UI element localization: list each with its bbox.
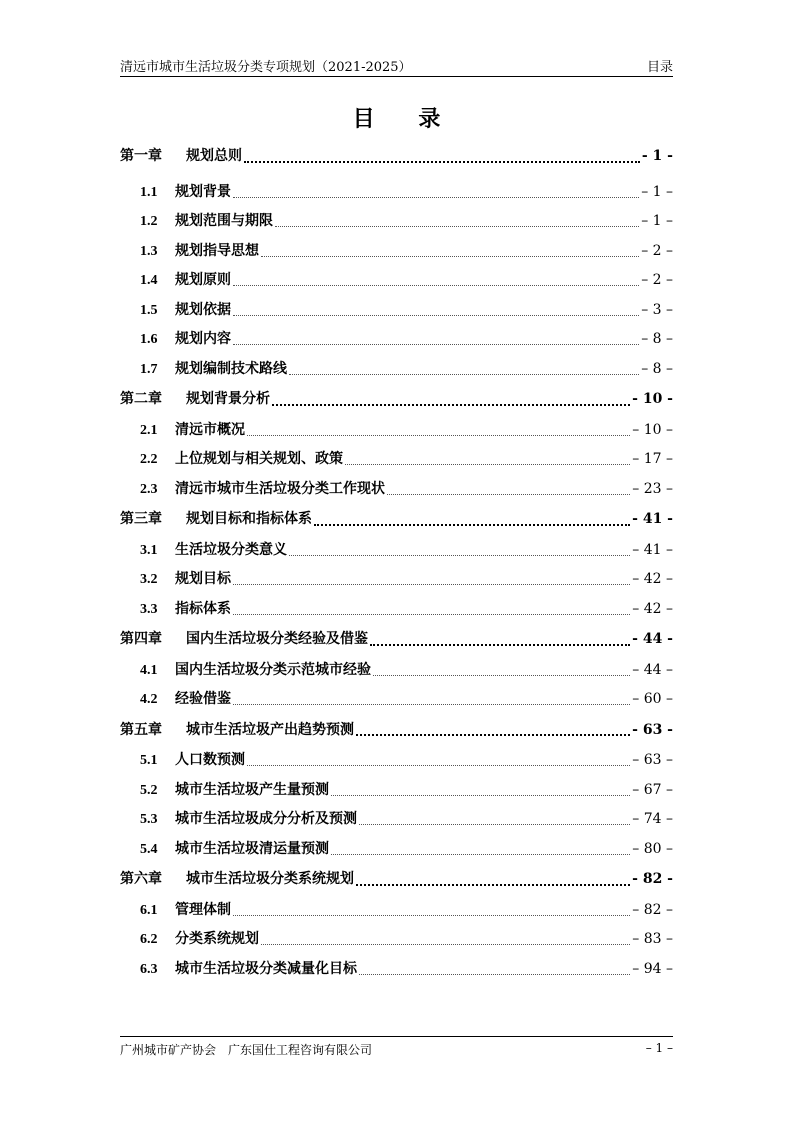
toc-entry-page: - 63 - (632, 721, 673, 738)
toc-entry-page: – 83 – (632, 931, 673, 947)
toc-entry-page: – 44 – (632, 661, 673, 678)
toc-entry-page: – 2 – (641, 242, 673, 259)
toc-entry-label: 规划目标和指标体系 (186, 511, 312, 527)
toc-chapter-entry[interactable] (120, 715, 673, 747)
page-header (120, 54, 673, 77)
toc-section-entry[interactable] (120, 416, 673, 446)
toc-entry-page: - 82 - (632, 871, 673, 887)
toc-leader-dots (244, 161, 640, 163)
page-footer (120, 1036, 673, 1057)
toc-entry-number: 第六章 (120, 871, 162, 887)
toc-entry-label: 规划背景 (175, 183, 231, 200)
toc-section-entry[interactable] (120, 207, 673, 237)
toc-entry-number: 第一章 (120, 148, 162, 164)
toc-leader-dots (247, 435, 630, 436)
toc-entry-number: 1.3 (140, 243, 158, 259)
toc-entry-number: 第三章 (120, 511, 162, 527)
toc-section-entry[interactable] (120, 835, 673, 865)
toc-section-entry[interactable] (120, 805, 673, 835)
toc-entry-page: – 63 – (632, 752, 673, 768)
toc-entry-label: 规划编制技术路线 (175, 360, 287, 377)
toc-entry-number: 2.3 (140, 481, 158, 497)
toc-entry-number: 3.1 (140, 542, 158, 558)
toc-section-entry[interactable] (120, 445, 673, 475)
toc-leader-dots (314, 524, 630, 526)
toc-leader-dots (233, 197, 639, 198)
toc-section-entry[interactable] (120, 925, 673, 955)
toc-entry-number: 第二章 (120, 391, 162, 407)
toc-chapter-entry[interactable] (120, 384, 673, 416)
toc-entry-number: 第四章 (120, 631, 162, 647)
toc-entry-page: – 42 – (632, 571, 673, 587)
toc-entry-label: 规划依据 (175, 301, 231, 318)
toc-section-entry[interactable] (120, 746, 673, 776)
toc-entry-number: 5.4 (140, 841, 158, 857)
toc-entry-label: 指标体系 (175, 600, 231, 617)
toc-leader-dots (233, 584, 630, 585)
toc-entry-number: 3.2 (140, 572, 158, 587)
toc-leader-dots (261, 256, 639, 257)
header-title: 清远市城市生活垃圾分类专项规划（2021-2025） (120, 60, 412, 75)
toc-entry-label: 城市生活垃圾成分分析及预测 (175, 811, 357, 827)
toc-entry-number: 1.2 (140, 214, 158, 229)
toc-entry-number: 1.5 (140, 302, 158, 318)
toc-entry-number: 2.1 (140, 422, 158, 438)
toc-chapter-entry[interactable] (120, 624, 673, 656)
toc-section-entry[interactable] (120, 595, 673, 625)
toc-leader-dots (233, 344, 639, 345)
toc-entry-label: 规划背景分析 (186, 391, 270, 407)
toc-entry-label: 人口数预测 (175, 752, 245, 768)
toc-entry-label: 规划指导思想 (175, 242, 259, 259)
toc-entry-page: – 42 – (632, 600, 673, 617)
toc-leader-dots (275, 226, 639, 227)
toc-entry-page: – 41 – (632, 541, 673, 558)
toc-entry-number: 1.6 (140, 332, 158, 347)
toc-chapter-entry[interactable] (120, 864, 673, 896)
toc-section-entry[interactable] (120, 955, 673, 985)
toc-entry-label: 规划总则 (186, 148, 242, 164)
toc-leader-dots (356, 884, 630, 886)
toc-section-entry[interactable] (120, 475, 673, 505)
toc-leader-dots (359, 974, 630, 975)
toc-entry-number: 第五章 (120, 721, 162, 738)
toc-entry-page: – 80 – (632, 840, 673, 857)
toc-entry-label: 规划内容 (175, 331, 231, 347)
toc-entry-page: – 17 – (632, 451, 673, 467)
toc-entry-page: - 10 - (632, 391, 673, 407)
toc-leader-dots (289, 555, 630, 556)
toc-section-entry[interactable] (120, 237, 673, 267)
toc-entry-page: – 60 – (632, 691, 673, 707)
toc-entry-page: – 3 – (641, 301, 673, 318)
toc-entry-label: 上位规划与相关规划、政策 (175, 451, 343, 467)
toc-entry-page: - 1 - (641, 148, 673, 164)
toc-leader-dots (289, 374, 639, 375)
toc-leader-dots (331, 795, 630, 796)
toc-leader-dots (359, 824, 630, 825)
toc-entry-number: 6.1 (140, 902, 158, 918)
toc-entry-page: – 8 – (641, 360, 673, 377)
toc-section-entry[interactable] (120, 355, 673, 385)
toc-entry-number: 3.3 (140, 601, 158, 617)
toc-entry-page: – 94 – (632, 960, 673, 977)
toc-entry-label: 规划范围与期限 (175, 213, 273, 229)
toc-section-entry[interactable] (120, 685, 673, 715)
toc-leader-dots (331, 854, 630, 855)
toc-title: 目 录 (352, 106, 459, 132)
toc-entry-number: 4.2 (140, 692, 158, 707)
toc-entry-page: – 1 – (641, 213, 673, 229)
toc-section-entry[interactable] (120, 266, 673, 296)
toc-leader-dots (233, 614, 630, 615)
toc-entry-page: – 8 – (641, 331, 673, 347)
toc-leader-dots (387, 494, 630, 495)
toc-entry-page: - 44 - (632, 631, 673, 647)
toc-entry-number: 4.1 (140, 662, 158, 678)
footer-page-number: – 1 – (645, 1041, 673, 1055)
toc-entry-label: 清远市概况 (175, 421, 245, 438)
toc-section-entry[interactable] (120, 325, 673, 355)
toc-leader-dots (233, 315, 639, 316)
footer-orgs: 广州城市矿产协会 广东国仕工程咨询有限公司 (120, 1043, 373, 1057)
toc-entry-number: 6.3 (140, 961, 158, 977)
toc-entry-number: 5.2 (140, 782, 158, 798)
toc-leader-dots (247, 765, 630, 766)
toc-entry-page: – 1 – (641, 183, 673, 200)
toc-entry-label: 国内生活垃圾分类示范城市经验 (175, 661, 371, 678)
toc-entry-number: 6.2 (140, 932, 158, 947)
toc-leader-dots (345, 464, 630, 465)
toc-entry-label: 管理体制 (175, 901, 231, 918)
toc-leader-dots (261, 944, 630, 945)
toc-entry-page: – 10 – (632, 421, 673, 438)
toc-section-entry[interactable] (120, 896, 673, 926)
toc-entry-page: – 2 – (641, 272, 673, 288)
toc-chapter-entry[interactable] (120, 504, 673, 536)
toc-entry-number: 5.3 (140, 812, 158, 827)
toc-entry-number: 1.4 (140, 273, 158, 288)
toc-entry-label: 清远市城市生活垃圾分类工作现状 (175, 480, 385, 497)
toc-entry-number: 5.1 (140, 753, 158, 768)
toc-entry-page: – 23 – (632, 480, 673, 497)
toc-entry-number: 2.2 (140, 452, 158, 467)
toc-entry-label: 城市生活垃圾分类减量化目标 (175, 960, 357, 977)
toc-entry-label: 国内生活垃圾分类经验及借鉴 (186, 631, 368, 647)
toc-chapter-entry[interactable] (120, 141, 673, 173)
toc-entry-label: 城市生活垃圾清运量预测 (175, 840, 329, 857)
header-section: 目录 (646, 60, 673, 75)
toc-section-entry[interactable] (120, 536, 673, 566)
toc-leader-dots (233, 915, 630, 916)
toc-entry-label: 规划原则 (175, 272, 231, 288)
toc-entry-label: 城市生活垃圾分类系统规划 (186, 871, 354, 887)
toc-entry-label: 生活垃圾分类意义 (175, 541, 287, 558)
toc-entry-number: 1.1 (140, 184, 158, 200)
table-of-contents (120, 141, 673, 984)
toc-entry-page: – 67 – (632, 781, 673, 798)
toc-entry-label: 规划目标 (175, 571, 231, 587)
toc-section-entry[interactable] (120, 656, 673, 686)
toc-section-entry[interactable] (120, 296, 673, 326)
toc-leader-dots (370, 644, 630, 646)
toc-leader-dots (272, 404, 630, 406)
toc-entry-label: 经验借鉴 (175, 691, 231, 707)
toc-leader-dots (233, 704, 630, 705)
toc-entry-label: 城市生活垃圾产出趋势预测 (186, 721, 354, 738)
toc-entry-label: 分类系统规划 (175, 931, 259, 947)
toc-entry-label: 城市生活垃圾产生量预测 (175, 781, 329, 798)
toc-entry-page: – 74 – (632, 811, 673, 827)
toc-section-entry[interactable] (120, 178, 673, 208)
toc-leader-dots (356, 734, 630, 736)
toc-leader-dots (233, 285, 639, 286)
toc-entry-number: 1.7 (140, 361, 158, 377)
toc-leader-dots (373, 675, 630, 676)
toc-section-entry[interactable] (120, 565, 673, 595)
toc-section-entry[interactable] (120, 776, 673, 806)
toc-entry-page: – 82 – (632, 901, 673, 918)
toc-entry-page: - 41 - (632, 511, 673, 527)
